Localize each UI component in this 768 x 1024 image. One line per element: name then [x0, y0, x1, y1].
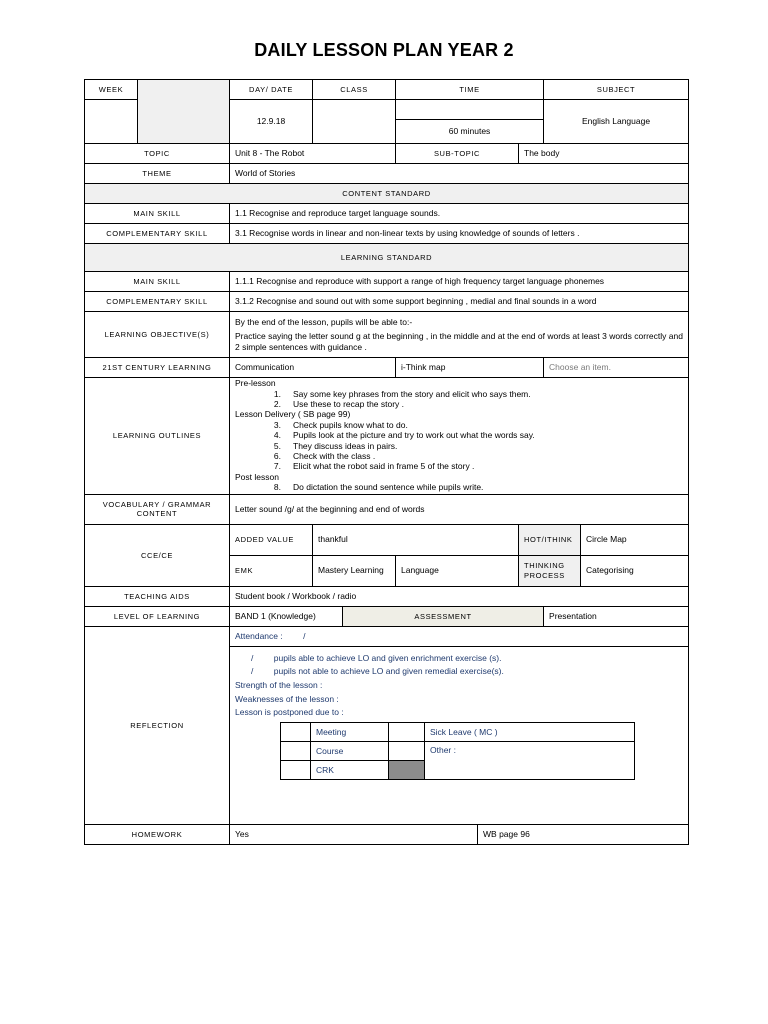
cce-label: CCE/CE [85, 524, 230, 586]
class-header: CLASS [313, 80, 396, 100]
meeting-label: Meeting [311, 722, 389, 741]
added-value: thankful [313, 524, 519, 555]
outline-item-number: 6. [273, 451, 281, 462]
outline-item-text: Pupils look at the picture and try to work out what the words say. [293, 430, 535, 441]
thinking-process-value: Categorising [581, 555, 689, 586]
theme-value: World of Stories [230, 164, 689, 184]
ls-comp-skill-label: COMPLEMENTARY SKILL [85, 292, 230, 312]
duration-value: 60 minutes [396, 120, 544, 144]
emk-mastery: Mastery Learning [313, 555, 396, 586]
outline-item-number: 5. [273, 440, 281, 451]
outline-item-number: 3. [273, 419, 281, 430]
shaded-cell [389, 760, 425, 779]
outline-item-text: Check with the class . [293, 451, 376, 462]
remedial-slash: / [251, 666, 254, 677]
homework-value: Yes [230, 824, 478, 844]
outline-item [259, 420, 683, 430]
class-value [313, 100, 396, 144]
ls-main-skill-label: MAIN SKILL [85, 272, 230, 292]
century-communication: Communication [230, 358, 396, 378]
outlines-value [230, 378, 689, 495]
homework-label: HOMEWORK [85, 824, 230, 844]
century-ithink: i-Think map [396, 358, 544, 378]
enrichment-text: pupils able to achieve LO and given enrichment exercise (s). [273, 652, 502, 663]
outlines-pre-heading: Pre-lesson [235, 378, 276, 388]
vocab-label: VOCABULARY / GRAMMAR CONTENT [85, 494, 230, 524]
crk-checkbox[interactable] [281, 760, 311, 779]
subtopic-value: The body [519, 144, 689, 164]
hot-value: Circle Map [581, 524, 689, 555]
cs-main-skill-value: 1.1 Recognise and reproduce target language sounds. [230, 204, 689, 224]
emk-language: Language [396, 555, 519, 586]
objectives-label: LEARNING OBJECTIVE(S) [85, 312, 230, 358]
lesson-plan-table [84, 79, 689, 845]
attendance-separator: / [303, 630, 306, 641]
outlines-delivery-heading: Lesson Delivery ( SB page 99) [235, 409, 351, 420]
crk-label: CRK [311, 760, 389, 779]
assessment-value: Presentation [544, 606, 689, 626]
remedial-text: pupils not able to achieve LO and given remedial exercise(s). [273, 666, 504, 677]
strength-line: Strength of the lesson : [235, 680, 323, 690]
ls-comp-skill-value: 3.1.2 Recognise and sound out with some support beginning , medial and final sounds in a word [230, 292, 689, 312]
outline-item [259, 399, 683, 409]
thinking-process-label: THINKING PROCESS [519, 555, 581, 586]
postponed-reasons-table [280, 722, 635, 780]
century-choose-item[interactable]: Choose an item. [544, 358, 689, 378]
vocab-value: Letter sound /g/ at the beginning and end of words [230, 494, 689, 524]
outline-item [259, 482, 683, 492]
added-value-label: ADDED VALUE [230, 524, 313, 555]
outlines-post-heading: Post lesson [235, 471, 279, 482]
outline-item-text: Check pupils know what to do. [293, 419, 408, 430]
week-value [138, 80, 230, 144]
homework-page: WB page 96 [478, 824, 689, 844]
objectives-intro: By the end of the lesson, pupils will be able to:- [235, 316, 413, 327]
outline-item-number: 8. [273, 482, 281, 493]
outline-item-text: Say some key phrases from the story and elicit who says them. [293, 388, 531, 399]
remedial-line [235, 666, 683, 677]
outlines-delivery-list [235, 420, 683, 472]
level-label: LEVEL OF LEARNING [85, 606, 230, 626]
outline-item-text: Elicit what the robot said in frame 5 of the story . [293, 461, 475, 472]
content-standard-heading: CONTENT STANDARD [85, 184, 689, 204]
time-value [396, 100, 544, 120]
assessment-label: ASSESSMENT [343, 606, 544, 626]
cs-comp-skill-value: 3.1 Recognise words in linear and non-linear texts by using knowledge of sounds of letters . [230, 224, 689, 244]
outline-item-text: Do dictation the sound sentence while pupils write. [293, 482, 484, 493]
page-title: DAILY LESSON PLAN YEAR 2 [254, 40, 514, 60]
subject-value: English Language [544, 100, 689, 144]
outline-item-number: 2. [273, 398, 281, 409]
topic-label: TOPIC [85, 144, 230, 164]
outline-item [259, 441, 683, 451]
emk-label: EMK [230, 555, 313, 586]
reflection-content [230, 646, 689, 824]
date-value: 12.9.18 [230, 100, 313, 144]
reflection-label: REFLECTION [85, 626, 230, 824]
outline-item [259, 451, 683, 461]
subject-header: SUBJECT [544, 80, 689, 100]
subtopic-label: SUB-TOPIC [396, 144, 519, 164]
objectives-value [230, 312, 689, 358]
century-label: 21ST CENTURY LEARNING [85, 358, 230, 378]
outlines-label: LEARNING OUTLINES [85, 378, 230, 495]
level-value: BAND 1 (Knowledge) [230, 606, 343, 626]
sick-leave-checkbox[interactable] [389, 722, 425, 741]
outline-item-number: 4. [273, 430, 281, 441]
sick-leave-label: Sick Leave ( MC ) [425, 722, 635, 741]
outlines-post-list [235, 482, 683, 492]
outline-item [259, 389, 683, 399]
ls-main-skill-value: 1.1.1 Recognise and reproduce with support a range of high frequency target language phonemes [230, 272, 689, 292]
time-header: TIME [396, 80, 544, 100]
aids-label: TEACHING AIDS [85, 586, 230, 606]
enrichment-line [235, 653, 683, 664]
topic-value: Unit 8 - The Robot [230, 144, 396, 164]
week-blank [85, 100, 138, 144]
postponed-line: Lesson is postponed due to : [235, 707, 344, 718]
outline-item [259, 430, 683, 440]
course-checkbox[interactable] [281, 741, 311, 760]
aids-value: Student book / Workbook / radio [230, 586, 689, 606]
attendance-row [230, 626, 689, 646]
outline-item-number: 1. [273, 388, 281, 399]
outline-item-text: Use these to recap the story . [293, 398, 405, 409]
day-date-header: DAY/ DATE [230, 80, 313, 100]
cs-main-skill-label: MAIN SKILL [85, 204, 230, 224]
outline-item-text: They discuss ideas in pairs. [293, 440, 398, 451]
outline-item [259, 461, 683, 471]
meeting-checkbox[interactable] [281, 722, 311, 741]
week-header: WEEK [85, 80, 138, 100]
other-label: Other : [425, 741, 635, 779]
weakness-line: Weaknesses of the lesson : [235, 693, 339, 704]
attendance-label: Attendance : [235, 630, 283, 641]
objectives-text: Practice saying the letter sound g at the beginning , in the middle and at the end of words at least 3 words correctly and 2 simple sentences with guidance . [235, 331, 683, 352]
course-label: Course [311, 741, 389, 760]
theme-label: THEME [85, 164, 230, 184]
outlines-pre-list [235, 389, 683, 410]
learning-standard-heading: LEARNING STANDARD [85, 244, 689, 272]
outline-item-number: 7. [273, 461, 281, 472]
enrichment-slash: / [251, 652, 254, 663]
other-checkbox[interactable] [389, 741, 425, 760]
hot-label: HOT/ITHINK [519, 524, 581, 555]
cs-comp-skill-label: COMPLEMENTARY SKILL [85, 224, 230, 244]
